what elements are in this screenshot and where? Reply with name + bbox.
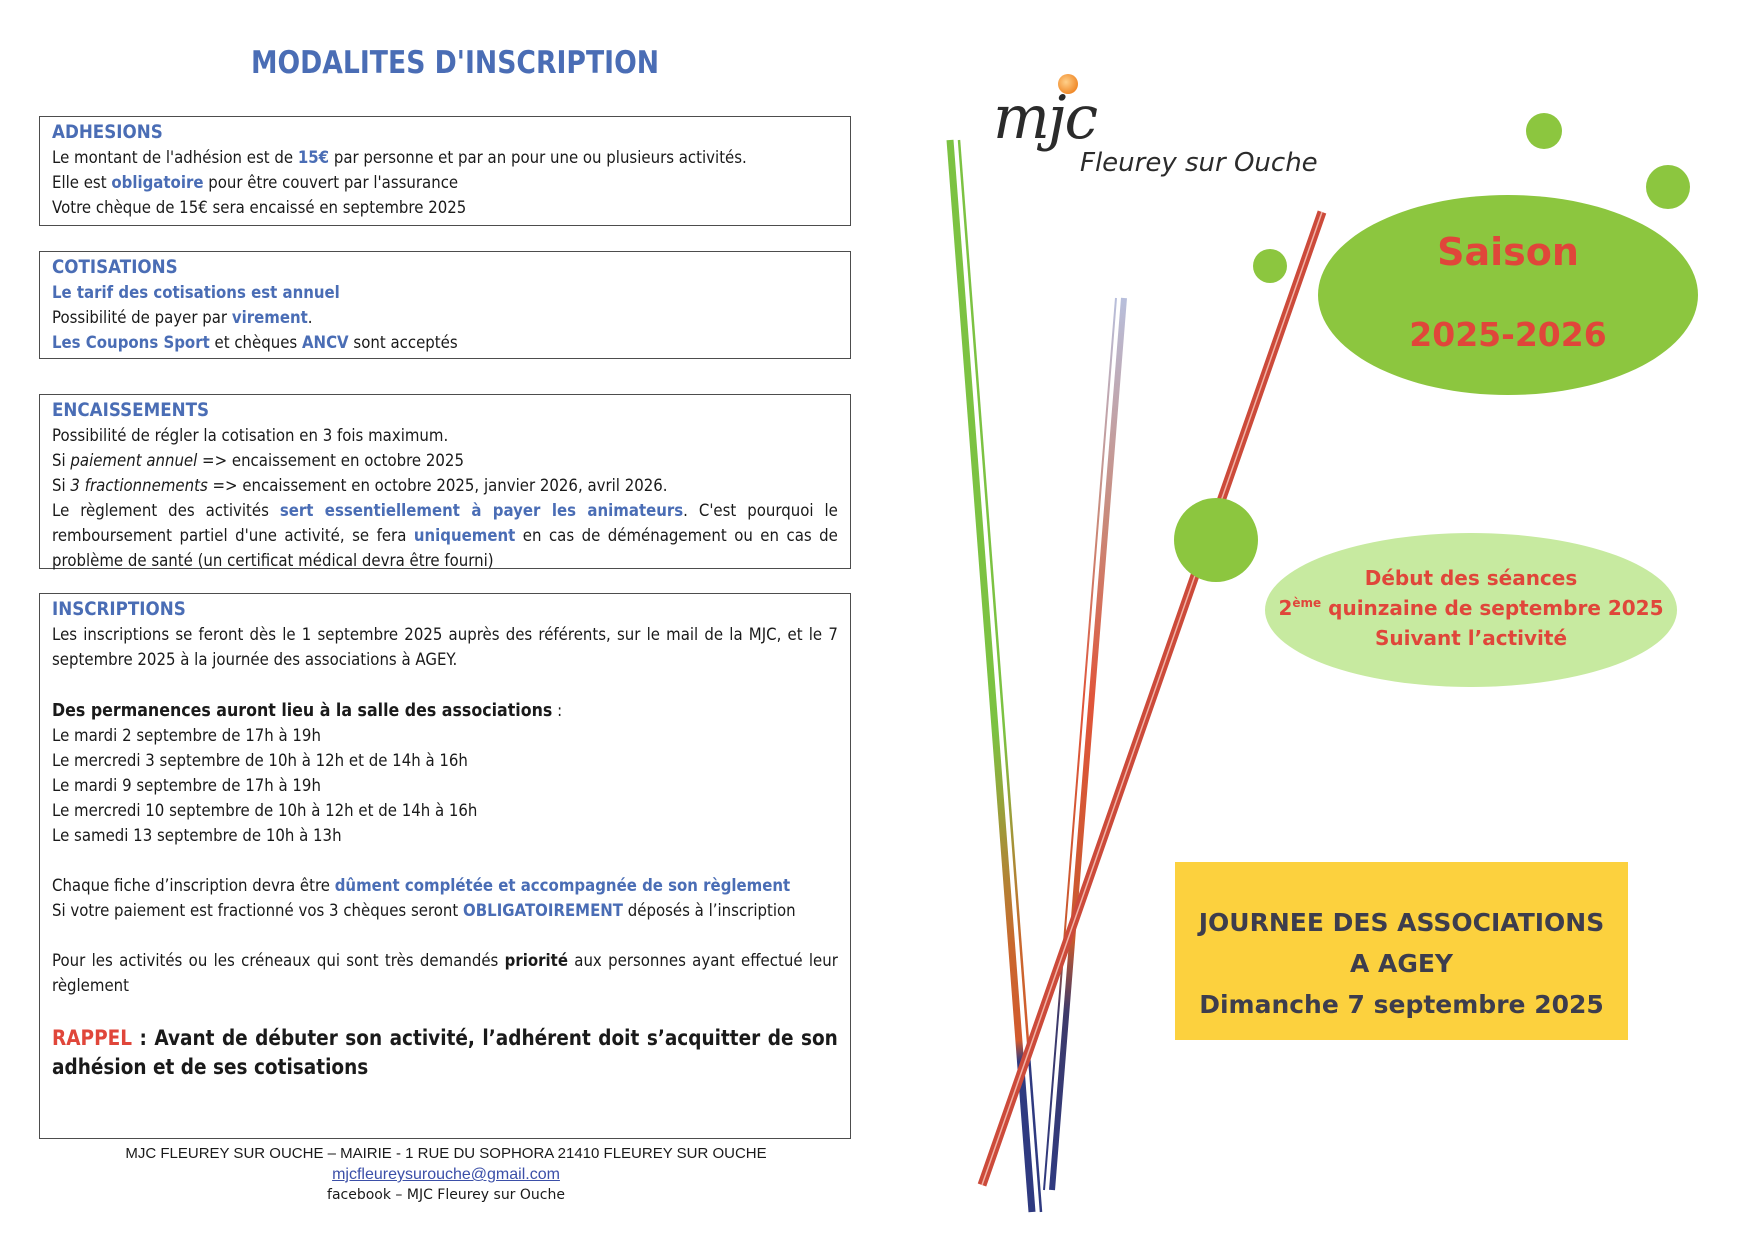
encaissements-line-2: Si paiement annuel => encaissement en octobre 2025 bbox=[52, 451, 464, 471]
fiche-line: Chaque fiche d’inscription devra être dûment complétée et accompagnée de son règlement bbox=[52, 876, 791, 896]
saison-label: Saison bbox=[1437, 230, 1579, 274]
footer-facebook: facebook – MJC Fleurey sur Ouche bbox=[327, 1187, 565, 1203]
permanence-item: Le mercredi 10 septembre de 10h à 12h et de 14h à 16h bbox=[52, 801, 478, 821]
permanence-item: Le samedi 13 septembre de 10h à 13h bbox=[52, 826, 342, 846]
section-heading: ENCAISSEMENTS bbox=[52, 399, 210, 421]
inscriptions-section bbox=[39, 593, 851, 1139]
adhesions-line-1: Le montant de l'adhésion est de 15€ par personne et par an pour une ou plusieurs activités. bbox=[52, 148, 747, 168]
permanences-title: Des permanences auront lieu à la salle des associations : bbox=[52, 700, 563, 721]
green-dot bbox=[1253, 249, 1287, 283]
encaissements-line-1: Possibilité de régler la cotisation en 3 fois maximum. bbox=[52, 426, 449, 446]
stick-green bbox=[950, 140, 1032, 1212]
logo-mjc: mjc bbox=[993, 83, 1097, 153]
footer-email-link[interactable]: mjcfleureysurouche@gmail.com bbox=[332, 1166, 560, 1183]
rappel-label: RAPPEL bbox=[52, 1026, 133, 1050]
priorite-paragraph: Pour les activités ou les créneaux qui sont très demandés priorité aux personnes ayant effectué leur règlement bbox=[52, 951, 838, 996]
encaissements-section bbox=[39, 394, 851, 569]
debut-line-2: 2ème quinzaine de septembre 2025 bbox=[1278, 596, 1664, 620]
page-title: MODALITES D'INSCRIPTION bbox=[250, 45, 660, 81]
footer bbox=[40, 1143, 852, 1206]
journee-line-2: A AGEY bbox=[1349, 949, 1454, 978]
permanence-item: Le mardi 2 septembre de 17h à 19h bbox=[52, 726, 321, 746]
adhesions-line-3: Votre chèque de 15€ sera encaissé en septembre 2025 bbox=[52, 198, 467, 218]
green-dot bbox=[1646, 165, 1690, 209]
section-heading: ADHESIONS bbox=[52, 121, 163, 143]
cotisations-line-2: Possibilité de payer par virement. bbox=[52, 308, 313, 328]
journee-line-3: Dimanche 7 septembre 2025 bbox=[1199, 990, 1604, 1019]
section-heading: COTISATIONS bbox=[52, 256, 178, 278]
encaissements-paragraph: Le règlement des activités sert essentiellement à payer les animateurs. C'est pourquoi le remboursement partiel d'une activité, se fera uniquement en cas de déménagement ou en cas de problème de santé (un certificat médical devra être fourni) bbox=[52, 501, 838, 571]
fractionne-paragraph: Si votre paiement est fractionné vos 3 chèques seront OBLIGATOIREMENT déposés à l’inscription bbox=[52, 901, 796, 921]
saison-ellipse bbox=[1318, 195, 1698, 395]
cotisations-line-3: Les Coupons Sport et chèques ANCV sont acceptés bbox=[52, 333, 458, 353]
encaissements-line-3: Si 3 fractionnements => encaissement en octobre 2025, janvier 2026, avril 2026. bbox=[52, 476, 668, 496]
inscriptions-intro: Les inscriptions se feront dès le 1 septembre 2025 auprès des référents, sur le mail de la MJC, et le 7 septembre 2025 à la journée des associations à AGEY. bbox=[52, 625, 838, 670]
debut-line-3: Suivant l’activité bbox=[1374, 626, 1568, 650]
rappel-paragraph: RAPPEL : Avant de débuter son activité, l’adhérent doit s’acquitter de son adhésion et de ses cotisations bbox=[52, 1026, 838, 1079]
green-dot bbox=[1526, 113, 1562, 149]
footer-address: MJC FLEUREY SUR OUCHE – MAIRIE - 1 RUE DU SOPHORA 21410 FLEUREY SUR OUCHE bbox=[125, 1145, 767, 1162]
journee-associations-box bbox=[1175, 862, 1628, 1040]
permanence-item: Le mardi 9 septembre de 17h à 19h bbox=[52, 776, 321, 796]
stick-orange bbox=[1052, 298, 1124, 1190]
cotisations-section bbox=[39, 251, 851, 359]
debut-line-1: Début des séances bbox=[1364, 566, 1578, 590]
permanence-item: Le mercredi 3 septembre de 10h à 12h et de 14h à 16h bbox=[52, 751, 468, 771]
debut-seances bbox=[1265, 563, 1677, 653]
adhesions-section bbox=[39, 116, 851, 226]
cotisations-line-1: Le tarif des cotisations est annuel bbox=[52, 283, 340, 303]
saison-years: 2025-2026 bbox=[1409, 315, 1607, 354]
logo-subtitle: Fleurey sur Ouche bbox=[1080, 148, 1318, 178]
journee-line-1: JOURNEE DES ASSOCIATIONS bbox=[1198, 908, 1605, 937]
green-circle-large bbox=[1174, 498, 1258, 582]
section-heading: INSCRIPTIONS bbox=[52, 598, 186, 620]
adhesions-line-2: Elle est obligatoire pour être couvert par l'assurance bbox=[52, 173, 459, 193]
